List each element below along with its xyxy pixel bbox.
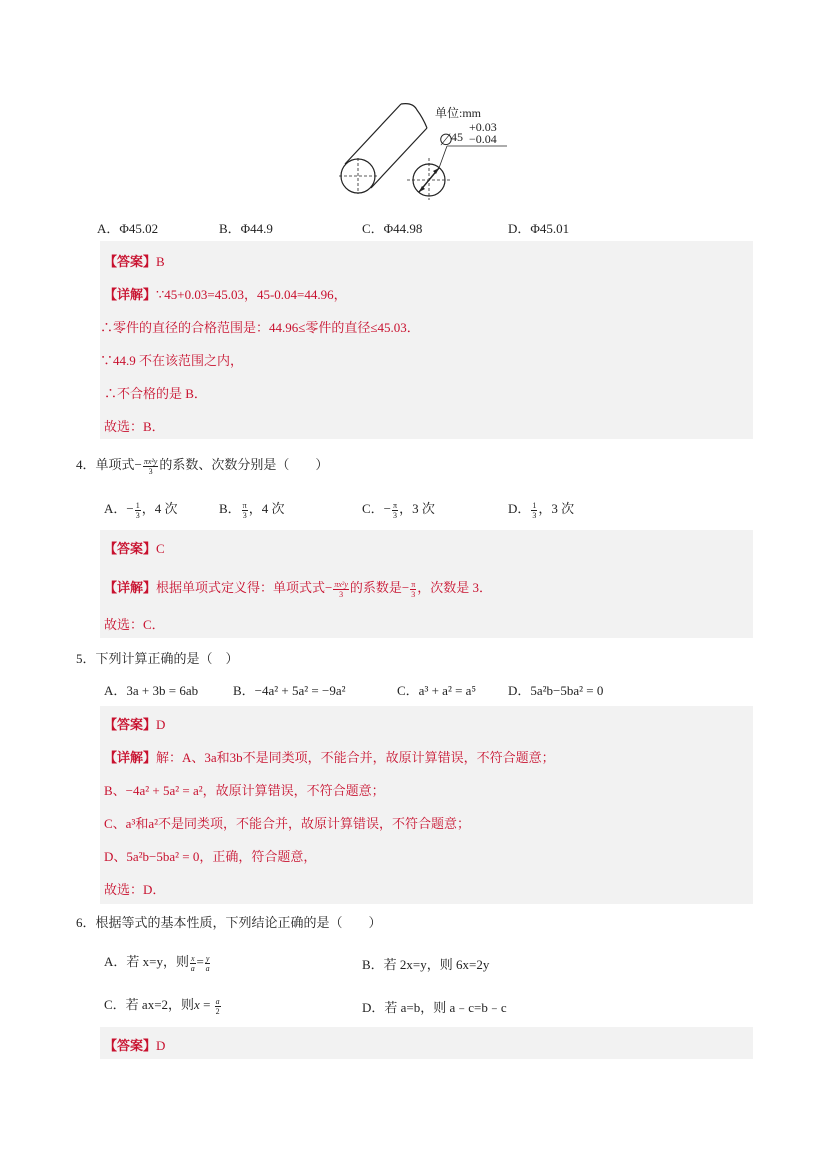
q3-detail-line-2: ∴零件的直径的合格范围是：44.96≤零件的直径≤45.03． xyxy=(100,320,420,335)
unit-label: 单位:mm xyxy=(435,106,482,120)
q4-detail: 【详解】根据单项式定义得：单项式式− $\frac{\text{πx²y}}{3}$ 的系数是− $\frac{\pi}{3}$ ，次数是 3． xyxy=(104,579,493,599)
q3-detail-line-4: ∴不合格的是 B． xyxy=(104,386,207,401)
q4-option-c: C．− $\frac{\pi}{3}$ ，3 次 xyxy=(362,500,435,520)
q5-answer-box xyxy=(100,706,753,904)
q3-option-a: A．Φ45.02 xyxy=(97,221,159,236)
q6-answer-box xyxy=(100,1027,753,1059)
q3-answer: 【答案】B xyxy=(104,254,165,269)
q5-option-a: A．3a + 3b = 6ab xyxy=(104,683,199,698)
q3-detail-line-1: 【详解】∵45+0.03=45.03，45-0.04=44.96， xyxy=(104,287,347,302)
q3-option-d: D．Φ45.01 xyxy=(508,221,570,236)
q4-option-d: D． $\frac{1}{3}$ ，3 次 xyxy=(508,500,575,520)
q4-final: 故选：C． xyxy=(104,617,165,632)
q6-option-a: A．若 x=y，则 $\frac{x}{a}$ = $\frac{y}{a}$ xyxy=(104,953,210,973)
q6-option-d: D．若 a=b，则 a﹣c=b﹣c xyxy=(362,1000,507,1015)
q6-option-b: B．若 2x=y，则 6x=2y xyxy=(362,957,490,972)
q3-final: 故选：B． xyxy=(104,419,165,434)
q5-option-c: C．a³ + a² = a⁵ xyxy=(397,683,476,698)
q5-stem: 5．下列计算正确的是（ ） xyxy=(76,651,239,666)
diameter-symbol: ∅ xyxy=(439,132,453,149)
q6-stem: 6．根据等式的基本性质，下列结论正确的是（ ） xyxy=(76,915,382,930)
q5-final: 故选：D． xyxy=(104,882,166,897)
cylinder-figure xyxy=(335,100,515,200)
part-diagram xyxy=(335,100,515,204)
q3-option-b: B．Φ44.9 xyxy=(219,221,273,236)
q4-stem: 4．单项式− $\frac{\text{πx²y}}{3}$ 的系数、次数分别是（ ） xyxy=(76,456,329,476)
q5-option-d: D．5a²b−5ba² = 0 xyxy=(508,683,604,698)
q3-option-c: C．Φ44.98 xyxy=(362,221,423,236)
q3-detail-line-3: ∵44.9 不在该范围之内， xyxy=(100,353,244,368)
q5-option-b: B．−4a² + 5a² = −9a² xyxy=(233,683,346,698)
q5-answer: 【答案】D xyxy=(104,717,166,732)
dim-upper-tolerance: +0.03 xyxy=(469,120,497,134)
q4-option-a: A．− $\frac{1}{3}$ ，4 次 xyxy=(104,500,178,520)
q4-answer: 【答案】C xyxy=(104,541,165,556)
dim-lower-tolerance: −0.04 xyxy=(469,132,497,146)
q3-answer-box xyxy=(100,241,753,439)
q5-detail-line-4: D、5a²b−5ba² = 0，正确，符合题意， xyxy=(104,849,317,864)
dim-base: 45 xyxy=(451,130,463,144)
q6-option-c: C．若 ax=2，则x = $\frac{a}{2}$ xyxy=(104,996,220,1016)
q4-option-b: B． $\frac{\pi}{3}$ ，4 次 xyxy=(219,500,285,520)
q6-answer: 【答案】D xyxy=(104,1038,166,1053)
q5-detail-line-1: 【详解】解：A、3a和3b不是同类项，不能合并，故原计算错误，不符合题意； xyxy=(104,750,555,765)
q5-detail-line-3: C、a³和a²不是同类项，不能合并，故原计算错误，不符合题意； xyxy=(104,816,471,831)
q5-detail-line-2: B、−4a² + 5a² = a²，故原计算错误，不符合题意； xyxy=(104,783,385,798)
